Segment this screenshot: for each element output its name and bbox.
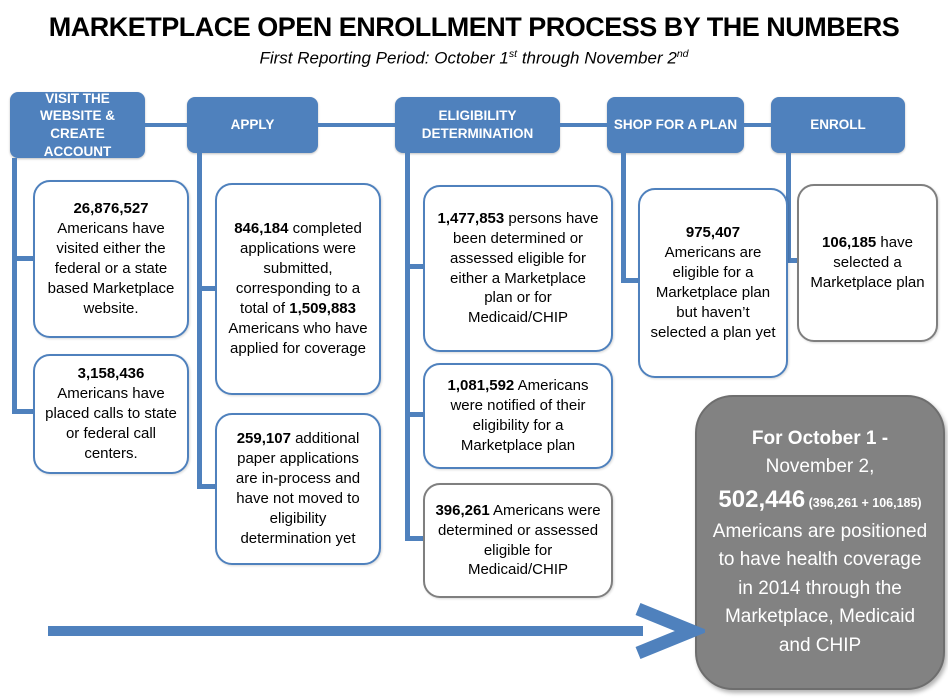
page-subtitle: First Reporting Period: October 1st through November 2nd (259, 48, 689, 68)
bracket-visit-stub-2 (12, 409, 35, 414)
connector-eligibility-shop (560, 123, 607, 127)
stat-box-paper-applications (215, 413, 381, 565)
stat-text: 1,477,853 persons have been determined or assessed eligible for either a Marketplace plan or for Medicaid/CHIP (437, 209, 599, 327)
bracket-apply-stub-2 (197, 484, 217, 489)
stat-text: 3,158,436 Americans have placed calls to state or federal call centers. (45, 365, 177, 462)
stat-box-applications-submitted (215, 183, 381, 395)
stage-label: VISIT THE WEBSITE & CREATE ACCOUNT (39, 90, 115, 159)
stat-box-eligible-any (423, 185, 613, 352)
bracket-apply-vertical (197, 153, 202, 489)
process-arrow (40, 603, 705, 661)
stage-label: SHOP FOR A PLAN (613, 117, 738, 133)
stage-label: APPLY (230, 117, 275, 133)
stat-text: 106,185 have selected a Marketplace plan (810, 234, 925, 291)
summary-text: For October 1 - November 2, 502,446 (396,261 + 106,185) Americans are positioned to have health coverage in 2014 through the Marketplace, Medicaid and CHIP (712, 427, 928, 656)
stat-text: 26,876,527 Americans have visited either the federal or a state based Marketplace website. (47, 200, 175, 317)
bracket-eligibility-stub-2 (405, 412, 425, 417)
stat-text: 1,081,592 Americans were notified of their eligibility for a Marketplace plan (447, 377, 589, 454)
stage-header-apply (187, 97, 318, 153)
bracket-eligibility-stub-3 (405, 536, 425, 541)
bracket-eligibility-vertical (405, 153, 410, 541)
bracket-visit-stub-1 (12, 256, 35, 261)
stat-box-selected-plan (797, 184, 938, 342)
stage-header-enroll (771, 97, 905, 153)
stage-header-visit-website (10, 92, 145, 158)
stat-box-eligible-medicaid (423, 483, 613, 598)
connector-apply-eligibility (318, 123, 395, 127)
stat-box-website-visits (33, 180, 189, 338)
stage-header-shop (607, 97, 744, 153)
connector-visit-apply (145, 123, 187, 127)
bracket-visit-vertical (12, 158, 17, 414)
summary-box (695, 395, 945, 690)
stat-box-not-yet-selected (638, 188, 788, 378)
bracket-eligibility-stub-1 (405, 264, 425, 269)
connector-shop-enroll (744, 123, 771, 127)
page-title: MARKETPLACE OPEN ENROLLMENT PROCESS BY THE NUMBERS (48, 12, 900, 42)
stat-box-notified-eligibility (423, 363, 613, 469)
stat-text: 396,261 Americans were determined or assessed eligible for Medicaid/CHIP (435, 501, 601, 579)
bracket-shop-vertical (621, 153, 626, 283)
stat-box-call-centers (33, 354, 189, 474)
stat-text: 259,107 additional paper applications are in-process and have not moved to eligibility determination yet (235, 430, 361, 547)
stage-label: ENROLL (810, 117, 866, 133)
stat-text: 975,407 Americans are eligible for a Marketplace plan but haven’t selected a plan yet (650, 224, 776, 341)
stage-header-eligibility (395, 97, 560, 153)
bracket-apply-stub-1 (197, 286, 217, 291)
stage-label: ELIGIBILITY DETERMINATION (421, 108, 534, 141)
stat-text: 846,184 completed applications were submitted, corresponding to a total of 1,509,883 Americans who have applied for coverage (228, 220, 368, 357)
